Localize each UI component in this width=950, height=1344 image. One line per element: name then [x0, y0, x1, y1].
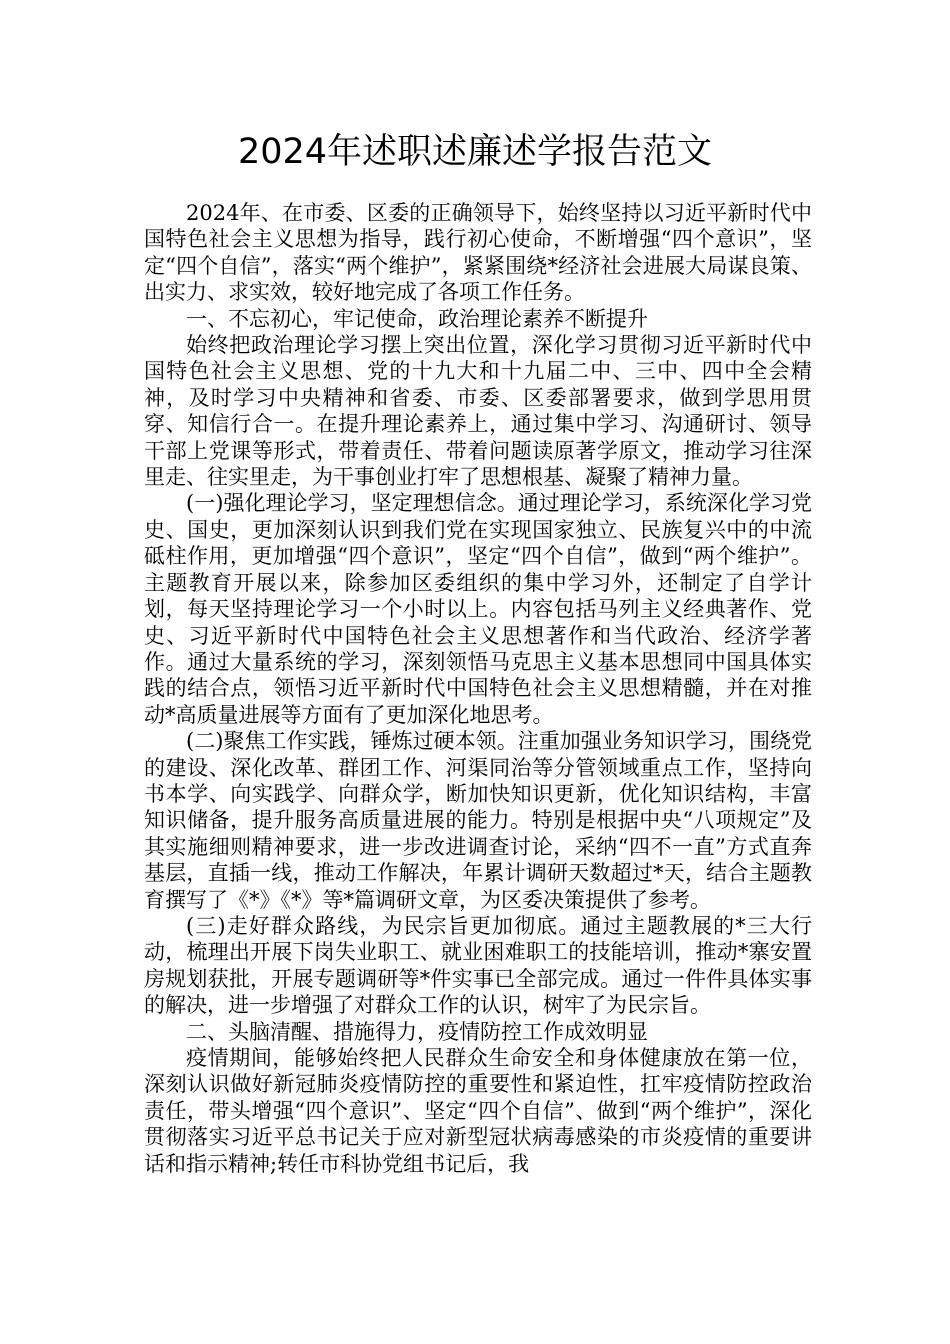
paragraph-intro: 2024年、在市委、区委的正确领导下，始终坚持以习近平新时代中国特色社会主义思想为指导，践行初心使命，不断增强“四个意识”，坚定“四个自信”，落实“两个维护”，紧紧围绕*经济社会进展大局谋良策、出实力、求实效，较好地完成了各项工作任务。: [144, 201, 812, 305]
document-body: [144, 200, 812, 1177]
document-title: 2024年述职述廉述学报告范文: [237, 132, 713, 172]
paragraph-section-2: 疫情期间，能够始终把人民群众生命安全和身体健康放在第一位，深刻认识做好新冠肺炎疫情防控的重要性和紧迫性，扛牢疫情防控政治责任，带头增强“四个意识”、坚定“四个自信”、做到“两个维护”，深化贯彻落实习近平总书记关于应对新型冠状病毒感染的市炎疫情的重要讲话和指示精神;转任市科协党组书记后，我: [144, 1046, 812, 1176]
paragraph-subsection-2: (二)聚焦工作实践，锤炼过硬本领。注重加强业务知识学习，围绕党的建设、深化改革、群团工作、河渠同治等分管领域重点工作，坚持向书本学、向实践学、向群众学，断加快知识更新，优化知识结构，丰富知识储备，提升服务高质量进展的能力。特别是根据中央“八项规定”及其实施细则精神要求，进一步改进调查讨论，采纳“四不一直”方式直奔基层，直插一线，推动工作解决，年累计调研天数超过*天，结合主题教育撰写了《*》《*》等*篇调研文章，为区委决策提供了参考。: [144, 729, 812, 912]
paragraph-subsection-3: (三)走好群众路线，为民宗旨更加彻底。通过主题教展的*三大行动，梳理出开展下岗失业职工、就业困难职工的技能培训，推动*寨安置房规划获批，开展专题调研等*件实事已全部完成。通过一件件具体实事的解决，进一步增强了对群众工作的认识，树牢了为民宗旨。: [144, 913, 812, 1018]
paragraph-section-1: 始终把政治理论学习摆上突出位置，深化学习贯彻习近平新时代中国特色社会主义思想、党的十九大和十九届二中、三中、四中全会精神，及时学习中央精神和省委、市委、区委部署要求，做到学思用贯穿、知信行合一。在提升理论素养上，通过集中学习、沟通研讨、领导干部上党课等形式，带着责任、带着问题读原著学原文，推动学习往深里走、往实里走，为干事创业打牢了思想根基、凝聚了精神力量。: [144, 333, 812, 490]
paragraph-subsection-1: (一)强化理论学习，坚定理想信念。通过理论学习，系统深化学习党史、国史，更加深刻认识到我们党在实现国家独立、民族复兴中的中流砥柱作用，更加增强“四个意识”，坚定“四个自信”，做到“两个维护”。主题教育开展以来，除参加区委组织的集中学习外，还制定了自学计划，每天坚持理论学习一个小时以上。内容包括马列主义经典著作、党史、习近平新时代中国特色社会主义思想著作和当代政治、经济学著作。通过大量系统的学习，深刻领悟马克思主义基本思想同中国具体实践的结合点，领悟习近平新时代中国特色社会主义思想精髓，并在对推动*高质量进展等方面有了更加深化地思考。: [144, 491, 812, 727]
section-heading-1: 一、不忘初心，牢记使命，政治理论素养不断提升: [186, 306, 648, 331]
section-heading-2: 二、头脑清醒、措施得力，疫情防控工作成效明显: [186, 1019, 648, 1044]
